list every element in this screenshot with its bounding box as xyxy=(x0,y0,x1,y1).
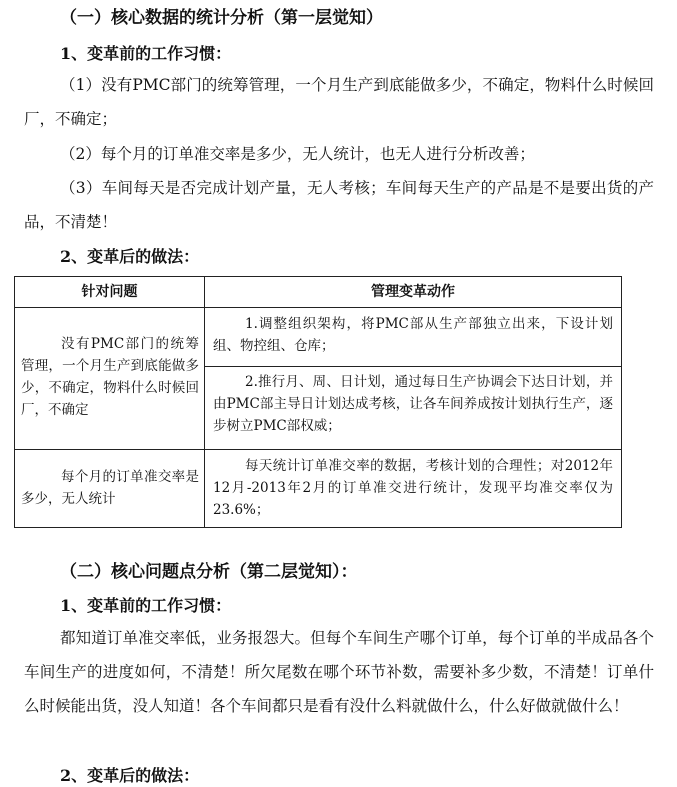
section2-before-heading: 1、变革前的工作习惯： xyxy=(60,596,232,615)
section1-before-item-2: （2）每个月的订单准交率是多少，无人统计，也无人进行分析改善； xyxy=(60,145,535,163)
table-header-problem: 针对问题 xyxy=(81,284,138,300)
table-row-1-action-1: 1.调整组织架构，将PMC部从生产部独立出来，下设计划组、物控组、仓库； xyxy=(213,316,613,354)
table-row-2-problem: 每个月的订单准交率是多少，无人统计 xyxy=(21,469,199,507)
measures-table xyxy=(14,276,622,528)
section2-heading: （二）核心问题点分析（第二层觉知）： xyxy=(60,562,358,582)
table-row-1-action-2: 2.推行月、周、日计划，通过每日生产协调会下达日计划，并由PMC部主导日计划达成考核，让各车间养成按计划执行生产，逐步树立PMC部权威； xyxy=(213,374,613,434)
section1-before-item-1: （1）没有PMC部门的统筹管理，一个月生产到底能做多少，不确定，物料什么时候回厂，不确定； xyxy=(24,76,654,128)
section1-before-item-3: （3）车间每天是否完成计划产量，无人考核；车间每天生产的产品是不是要出货的产品，不清楚！ xyxy=(24,179,654,231)
section1-heading: （一）核心数据的统计分析（第一层觉知） xyxy=(60,8,383,28)
table-row-2-action-1: 每天统计订单准交率的数据，考核计划的合理性；对2012年12月-2013年2月的订单准交进行统计，发现平均准交率仅为23.6%； xyxy=(213,458,613,518)
table-row-1-problem: 没有PMC部门的统筹管理，一个月生产到底能做多少，不确定，物料什么时候回厂，不确定 xyxy=(21,336,199,418)
section2-after-heading: 2、变革后的做法： xyxy=(60,766,200,785)
section1-after-heading: 2、变革后的做法： xyxy=(60,247,200,266)
table-header-action: 管理变革动作 xyxy=(371,284,455,300)
section2-before-text: 都知道订单准交率低，业务报怨大。但每个车间生产哪个订单，每个订单的半成品各个车间生产的进度如何，不清楚！所欠尾数在哪个环节补数，需要补多少数，不清楚！订单什么时候能出货，没人知道！各个车间都只是看有没什么料就做什么，什么好做就做什么！ xyxy=(24,629,654,715)
section1-before-heading: 1、变革前的工作习惯： xyxy=(60,44,232,63)
